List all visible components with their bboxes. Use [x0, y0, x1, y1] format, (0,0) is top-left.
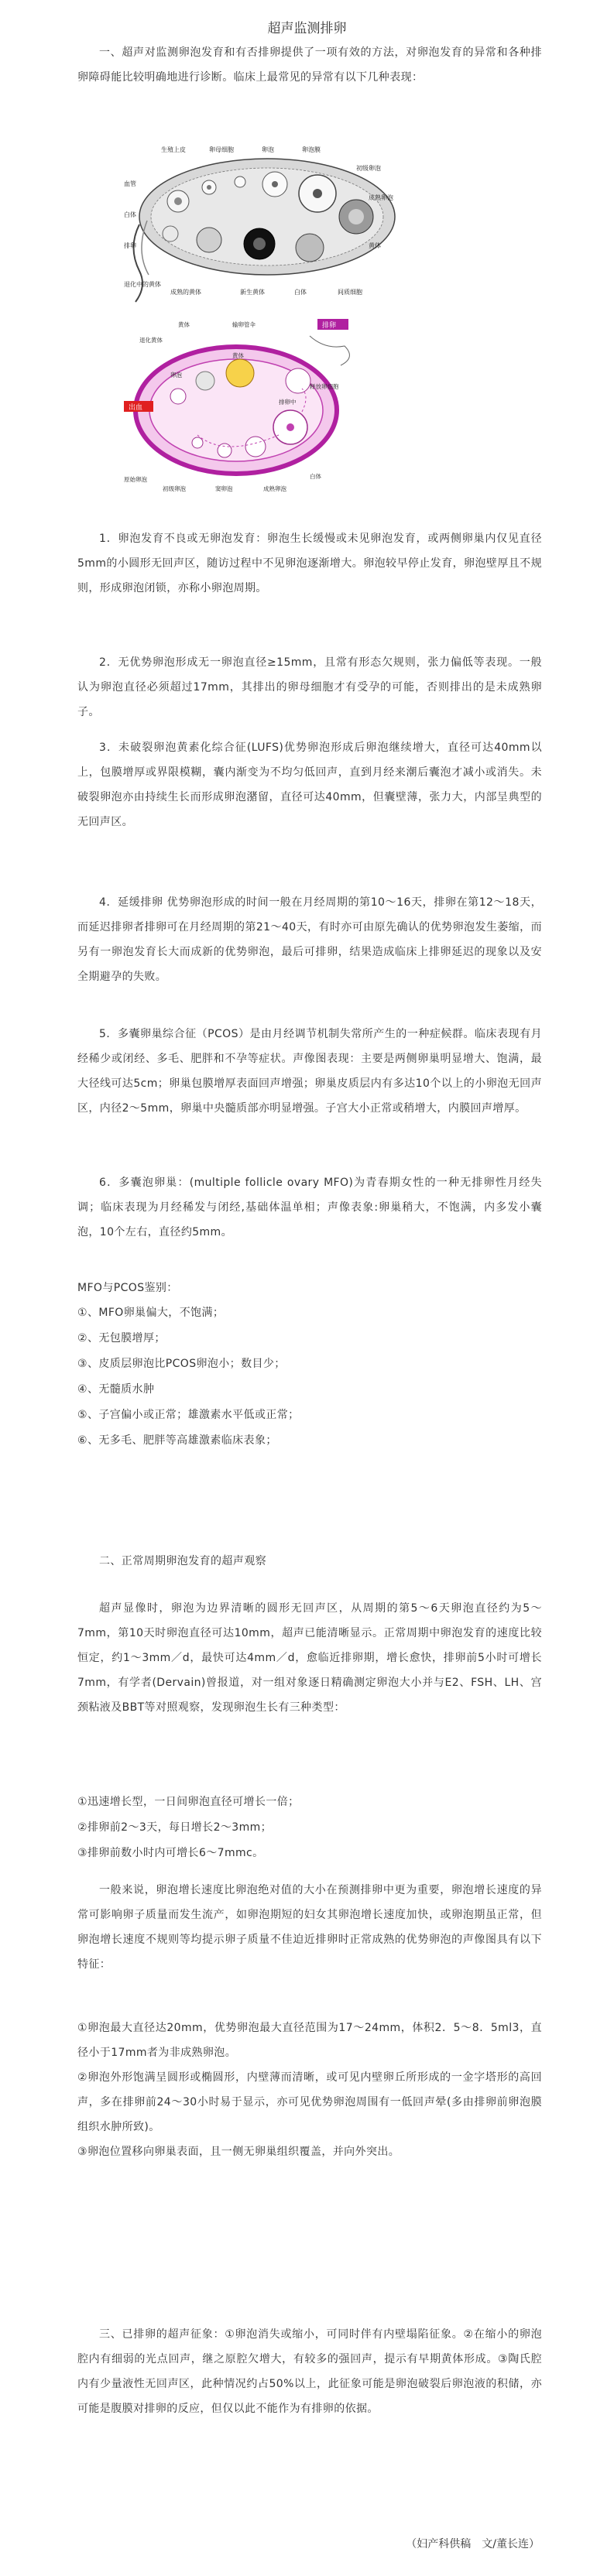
growth-types-list: [77, 1790, 542, 1866]
fig2-label: 卵泡: [170, 372, 182, 379]
item-5: 5．多囊卵巢综合征（PCOS）是由月经调节机制失常所产生的一种症候群。临床表现有月经稀少或闭经、多毛、肥胖和不孕等症状。声像图表现：主要是两侧卵巢明显增大、饱满，最大径线可达5cm；卵巢包膜增厚表面回声增强；卵巢皮质层内有多达10个以上的小卵泡无回声区，内径2～5mm，卵巢中央髓质部亦明显增强。子宫大小正常或稍增大，内膜回声增厚。: [77, 1028, 542, 1115]
fig1-label: 间质细胞: [338, 289, 362, 296]
fig1-label: 成熟卵泡: [369, 194, 393, 201]
item-4: 4．延缓排卵 优势卵泡形成的时间一般在月经周期的第10～16天，排卵在第12～18天，而延迟排卵者排卵可在月经周期的第21～40天，有时亦可由原先确认的优势卵泡发生萎缩，而另有一卵泡发育长大而成新的优势卵泡，最后可排卵，结果造成临床上排卵延迟的现象以及安全期避孕的失败。: [77, 896, 542, 983]
fig2-label: 释放卵细胞: [310, 383, 339, 390]
growth-type-item: ②排卵前2～3天，每日增长2～3mm；: [77, 1821, 273, 1834]
item-1: 1．卵泡发育不良或无卵泡发育：卵泡生长缓慢或未见卵泡发育，或两侧卵巢内仅见直径5mm的小圆形无回声区，随访过程中不见卵泡逐渐增大。卵泡较早停止发育，卵泡壁厚且不规则，形成卵泡闭锁，亦称小卵泡周期。: [77, 533, 542, 594]
mfo-list-item: ②、无包膜增厚；: [77, 1332, 166, 1345]
fig2-label: 出血: [129, 404, 143, 412]
fig1-label: 卵泡: [262, 146, 274, 153]
feature-item: ②卵泡外形饱满呈圆形或椭圆形，内壁薄而清晰，或可见内壁卵丘所形成的一金字塔形的高回声，多在排卵前24～30小时易于显示，亦可见优势卵泡周围有一低回声晕(多由排卵前卵泡膜组织水肿所致)。: [77, 2071, 542, 2133]
item-3: 3．未破裂卵泡黄素化综合征(LUFS)优势卵泡形成后卵泡继续增大，直径可达40mm以上，包膜增厚或界限模糊，囊内渐变为不均匀低回声，直到月经来潮后囊泡才减小或消失。未破裂卵泡亦由持续生长而形成卵泡潴留，直径可达40mm，但囊壁薄，张力大，内部呈典型的无回声区。: [77, 742, 542, 828]
follicle-cycle-diagram: [124, 319, 356, 493]
fig1-label: 黄体: [369, 242, 381, 249]
fig1-label: 卵泡膜: [302, 146, 321, 153]
section2-paragraph-1: 超声显像时，卵泡为边界清晰的圆形无回声区，从周期的第5～6天卵泡直径约为5～7mm，第10天时卵泡直径可达10mm，超声已能清晰显示。正常周期中卵泡发育的速度比较恒定，约1～3mm／d，最快可达4mm／d，愈临近排卵期，增长愈快，排卵前5小时可增长7mm，有学者(Dervain)曾报道，对一组对象逐日精确测定卵泡大小并与E2、FSH、LH、宫颈粘液及BBT等对照观察，发现卵泡生长有三种类型：: [77, 1602, 542, 1714]
fig2-label: 黄体: [178, 321, 190, 328]
item-6: 6．多囊泡卵巢：(multiple follicle ovary MFO)为青春期女性的一种无排卵性月经失调；临床表现为月经稀发与闭经,基础体温单相；声像表象:卵巢稍大，不饱满，内多发小囊泡，10个左右，直径约5mm。: [77, 1177, 542, 1238]
growth-type-item: ①迅速增长型，一日间卵泡直径可增长一倍；: [77, 1796, 300, 1808]
fig2-label: 窦卵泡: [215, 485, 233, 492]
fig1-label: 排卵: [124, 242, 136, 249]
fig1-label: 生殖上皮: [161, 146, 186, 153]
mfo-heading: MFO与PCOS鉴别：: [77, 1282, 178, 1294]
fig2-label: 排卵中: [279, 399, 297, 406]
fig2-label: 白体: [310, 473, 321, 480]
mfo-list-item: ⑥、无多毛、肥胖等高雄激素临床表象；: [77, 1434, 277, 1447]
growth-type-item: ③排卵前数小时内可增长6～7mmc。: [77, 1847, 264, 1859]
mfo-list-item: ①、MFO卵巢偏大，不饱满；: [77, 1307, 225, 1319]
fig1-label: 白体: [124, 211, 136, 218]
mfo-list-item: ④、无髓质水肿: [77, 1383, 155, 1396]
fig2-label: 初级卵泡: [163, 485, 186, 492]
fig2-label: 成熟卵泡: [263, 485, 286, 492]
section2-paragraph-2: 一般来说，卵泡增长速度比卵泡绝对值的大小在预测排卵中更为重要，卵泡增长速度的异常可影响卵子质量而发生流产，如卵泡期短的妇女其卵泡增长速度加快，或卵泡期虽正常，但卵泡增长速度不规则等均提示卵子质量不佳迫近排卵时正常成熟的优势卵泡的声像图具有以下特征：: [77, 1884, 542, 1971]
fig2-label: 退化黄体: [139, 337, 163, 344]
feature-item: ①卵泡最大直径达20mm，优势卵泡最大直径范围为17～24mm，体积2．5～8．5ml3，直径小于17mm者为非成熟卵泡。: [77, 2022, 542, 2059]
page-title: 超声监测排卵: [267, 21, 347, 36]
item-2: 2．无优势卵泡形成无一卵泡直径≥15mm，且常有形态欠规则，张力偏低等表现。一般认为卵泡直径必须超过17mm，其排出的卵母细胞才有受孕的可能，否则排出的是未成熟卵子。: [77, 656, 542, 718]
mfo-list-item: ③、皮质层卵泡比PCOS卵泡小；数目少；: [77, 1358, 286, 1370]
mfo-list-item: ⑤、子宫偏小或正常；雄激素水平低或正常；: [77, 1409, 300, 1421]
fig2-label: 黄体: [232, 352, 244, 359]
fig1-label: 卵母细胞: [209, 146, 234, 153]
fig1-label: 初级卵泡: [356, 165, 381, 172]
fig1-label: 成熟的黄体: [170, 289, 201, 296]
fig1-label: 退化中的黄体: [124, 281, 161, 288]
feature-item: ③卵泡位置移向卵巢表面，且一侧无卵巢组织覆盖，并向外突出。: [77, 2146, 400, 2158]
mfo-pcos-section: [77, 1276, 542, 1454]
fig1-label: 血管: [124, 180, 136, 187]
ovary-diagram: [124, 139, 403, 311]
features-list: [77, 2016, 542, 2164]
credit-line: （妇产科供稿 文/董长连）: [406, 2538, 540, 2550]
fig2-label: 原始卵泡: [124, 476, 147, 483]
intro-paragraph: 一、超声对监测卵泡发育和有否排卵提供了一项有效的方法，对卵泡发育的异常和各种排卵障碍能比较明确地进行诊断。临床上最常见的异常有以下几种表现：: [77, 46, 542, 84]
fig1-label: 新生黄体: [240, 289, 265, 296]
section2-heading: 二、正常周期卵泡发育的超声观察: [99, 1555, 266, 1567]
section3-paragraph: 三、已排卵的超声征象：①卵泡消失或缩小，可同时伴有内壁塌陷征象。②在缩小的卵泡腔内有细弱的光点回声，继之原腔欠增大，有较多的强回声，提示有早期黄体形成。③陶氏腔内有少量液性无回声区，此种情况约占50%以上，此征象可能是卵泡破裂后卵泡液的积储，亦可能是腹膜对排卵的反应，但仅以此不能作为有排卵的依据。: [77, 2328, 542, 2415]
fig2-label: 输卵管伞: [232, 321, 256, 328]
fig1-label: 白体: [294, 289, 307, 296]
fig2-label: 排卵: [322, 322, 337, 330]
